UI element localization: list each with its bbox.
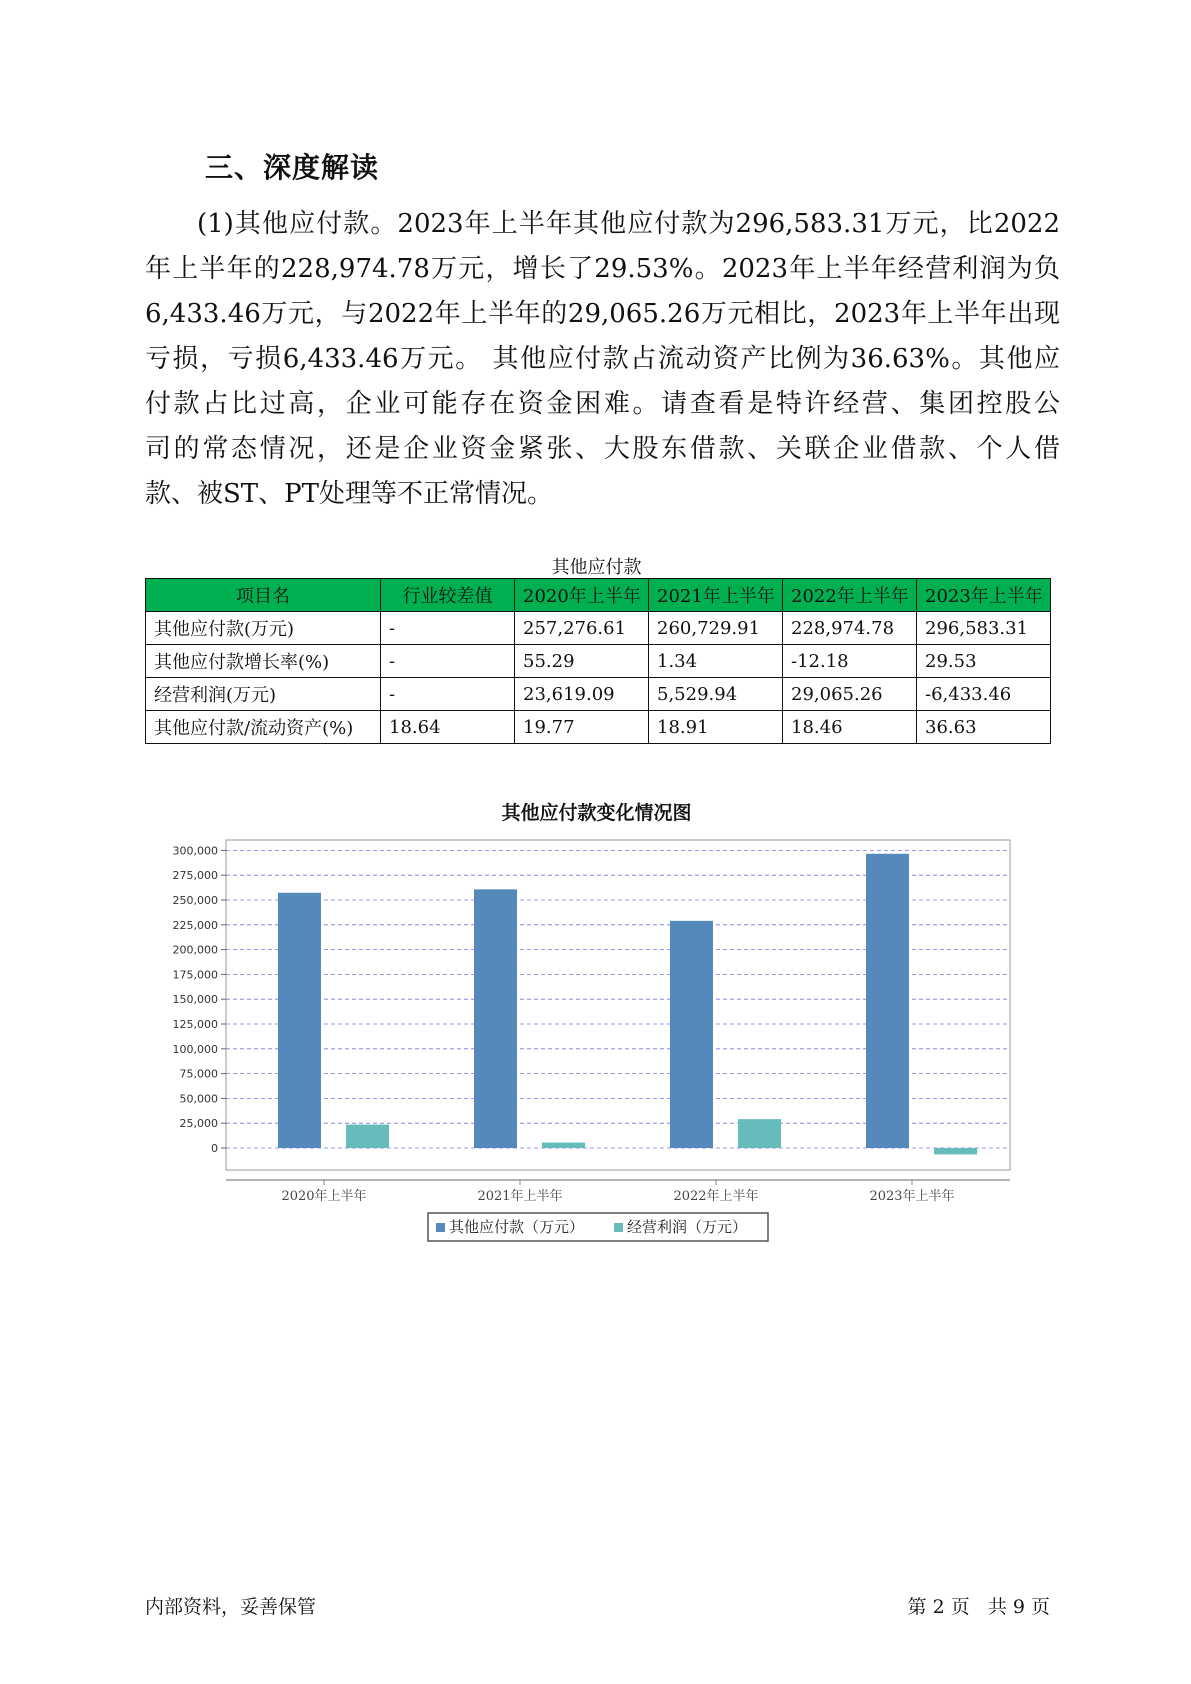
x-tick-label: 2021年上半年 [477, 1189, 563, 1204]
bar-operating-profit [346, 1125, 389, 1148]
y-tick-label: 250,000 [172, 894, 218, 907]
x-tick-label: 2023年上半年 [869, 1189, 955, 1204]
table-cell: 296,583.31 [917, 612, 1051, 645]
page-number: 第 2 页 共 9 页 [907, 1596, 1050, 1618]
paragraph-line: 年上半年的228,974.78万元，增长了29.53%。2023年上半年经营利润为负 [145, 254, 1060, 284]
bar-operating-profit [934, 1148, 977, 1154]
paragraph-line: 6,433.46万元，与2022年上半年的29,065.26万元相比，2023年上半年出现 [145, 299, 1060, 329]
table-cell: 260,729.91 [649, 612, 783, 645]
paragraph-line: 付款占比过高，企业可能存在资金困难。请查看是特许经营、集团控股公 [145, 389, 1060, 419]
table-cell: 29.53 [917, 645, 1051, 678]
bar-operating-profit [738, 1119, 781, 1148]
y-tick-label: 0 [211, 1142, 218, 1155]
table-cell: - [381, 645, 515, 678]
bar-payables [278, 893, 321, 1148]
table-cell: 228,974.78 [783, 612, 917, 645]
table-header-cell: 2022年上半年 [783, 579, 917, 612]
table-cell: 29,065.26 [783, 678, 917, 711]
y-tick-label: 75,000 [179, 1067, 218, 1081]
y-tick-label: 125,000 [172, 1018, 218, 1031]
legend-label: 经营利润（万元） [627, 1218, 748, 1236]
y-tick-label: 100,000 [172, 1042, 218, 1056]
table-cell: -12.18 [783, 645, 917, 678]
table-cell: 55.29 [515, 645, 649, 678]
bar-operating-profit [542, 1143, 585, 1148]
table-cell: 5,529.94 [649, 678, 783, 711]
table-cell: - [381, 678, 515, 711]
chart-title: 其他应付款变化情况图 [501, 802, 692, 824]
table-cell: 36.63 [917, 711, 1051, 744]
table-cell: 经营利润(万元) [146, 678, 381, 711]
table-cell: 257,276.61 [515, 612, 649, 645]
table-header-cell: 项目名 [146, 579, 381, 612]
table-title: 其他应付款 [551, 557, 642, 578]
y-tick-label: 50,000 [179, 1092, 218, 1106]
bar-payables [474, 889, 517, 1148]
table-cell: 其他应付款(万元) [146, 612, 381, 645]
bar-payables [670, 921, 713, 1148]
table-cell: 18.46 [783, 711, 917, 744]
legend-label: 其他应付款（万元） [449, 1218, 585, 1236]
table-cell: -6,433.46 [917, 678, 1051, 711]
table-header-cell: 行业较差值 [381, 579, 515, 612]
table-cell: - [381, 612, 515, 645]
table-header-cell: 2023年上半年 [917, 579, 1051, 612]
paragraph-line: 亏损，亏损6,433.46万元。 其他应付款占流动资产比例为36.63%。其他应 [145, 344, 1060, 374]
footer-note: 内部资料，妥善保管 [145, 1596, 317, 1618]
y-tick-label: 225,000 [172, 918, 218, 932]
x-tick-label: 2022年上半年 [673, 1189, 759, 1204]
section-heading: 三、深度解读 [205, 151, 380, 184]
legend-swatch [614, 1223, 623, 1232]
table-header-cell: 2021年上半年 [649, 579, 783, 612]
y-tick-label: 150,000 [172, 993, 218, 1007]
y-tick-label: 25,000 [179, 1117, 218, 1131]
paragraph-line: 款、被ST、PT处理等不正常情况。 [145, 479, 553, 509]
table-cell: 1.34 [649, 645, 783, 678]
table-cell: 其他应付款/流动资产(%) [146, 711, 381, 744]
paragraph-line: 司的常态情况，还是企业资金紧张、大股东借款、关联企业借款、个人借 [145, 434, 1060, 464]
table-cell: 23,619.09 [515, 678, 649, 711]
table-cell: 18.91 [649, 711, 783, 744]
y-tick-label: 275,000 [172, 869, 218, 883]
y-tick-label: 200,000 [172, 943, 218, 957]
paragraph-line: (1)其他应付款。2023年上半年其他应付款为296,583.31万元，比2022 [197, 209, 1060, 239]
bar-payables [866, 854, 909, 1148]
legend-swatch [436, 1223, 445, 1232]
table-cell: 19.77 [515, 711, 649, 744]
y-tick-label: 175,000 [172, 968, 218, 982]
table-cell: 18.64 [381, 711, 515, 744]
y-tick-label: 300,000 [172, 844, 218, 858]
table-header-cell: 2020年上半年 [515, 579, 649, 612]
table-cell: 其他应付款增长率(%) [146, 645, 381, 678]
x-tick-label: 2020年上半年 [281, 1189, 367, 1204]
